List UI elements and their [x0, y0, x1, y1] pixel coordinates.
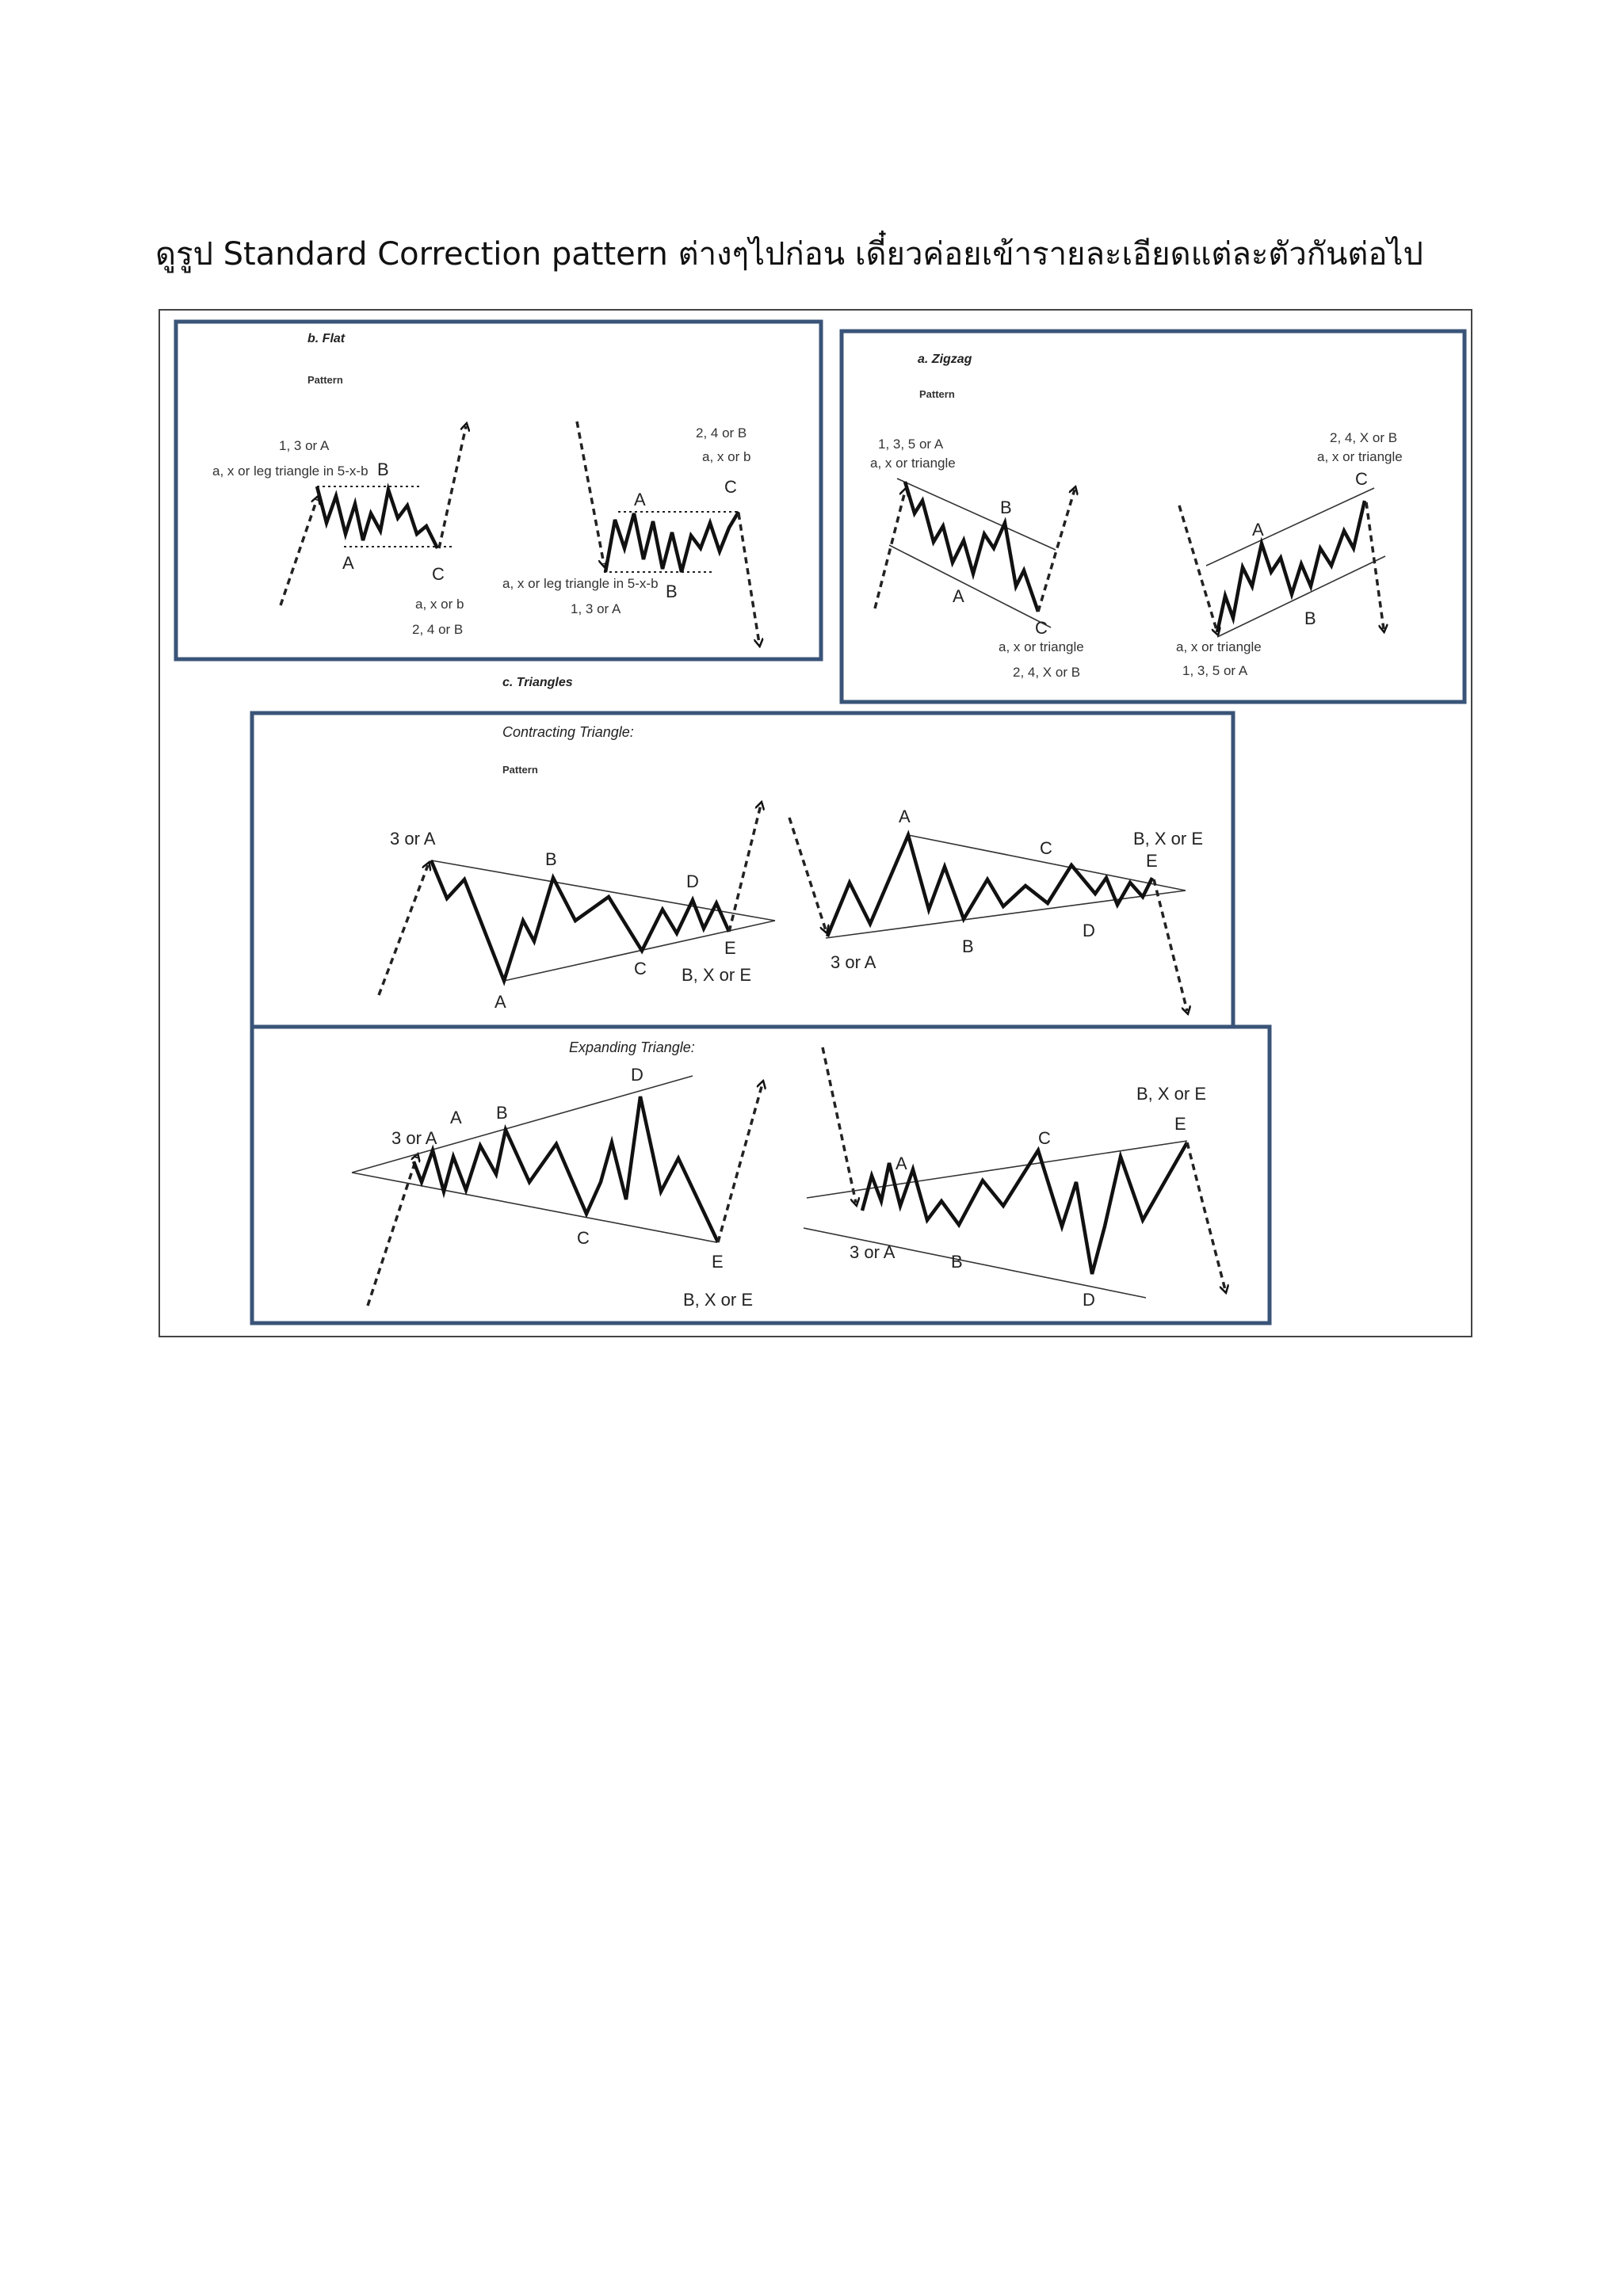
- contracting-left-C: C: [634, 959, 647, 978]
- expanding-right-upper-line: [807, 1141, 1187, 1198]
- flat-right-B: B: [666, 582, 678, 601]
- flat-right-in-arrow: [577, 421, 604, 564]
- contracting-right-end: B, X or E: [1133, 829, 1204, 849]
- zigzag-left-C: C: [1035, 618, 1048, 638]
- contracting-right-A: A: [899, 807, 911, 826]
- expanding-right-in-arrow: [823, 1047, 856, 1203]
- contracting-left-B: B: [545, 849, 557, 869]
- expanding-right-E: E: [1174, 1114, 1186, 1134]
- zigzag-right-top-label-2: a, x or triangle: [1317, 449, 1403, 464]
- expanding-left-A: A: [450, 1108, 462, 1127]
- expanding-right-out-arrow: [1187, 1142, 1225, 1290]
- expanding-title: Expanding Triangle:: [569, 1039, 695, 1055]
- flat-left-bottom-label-2: 2, 4 or B: [412, 622, 464, 637]
- expanding-left-lower-line: [352, 1173, 716, 1242]
- expanding-left-C: C: [577, 1228, 590, 1248]
- zigzag-right-bottom-label-2: 1, 3, 5 or A: [1182, 663, 1248, 678]
- expanding-right-D: D: [1083, 1290, 1095, 1310]
- flat-right-C: C: [724, 477, 737, 497]
- page-heading: ดูรูป Standard Correction pattern ต่างๆไปก่อน เดี๋ยวค่อยเข้ารายละเอียดแต่ละตัวกันต่อไป: [155, 236, 1423, 273]
- flat-left-bottom-label-1: a, x or b: [415, 597, 464, 612]
- zigzag-right-B: B: [1304, 608, 1316, 628]
- zigzag-left-in-arrow: [875, 491, 905, 608]
- correction-patterns-figure: [158, 309, 1472, 1337]
- expanding-right-start: 3 or A: [850, 1242, 896, 1262]
- flat-right-bottom-label-2: 1, 3 or A: [571, 601, 621, 616]
- zigzag-left-out-arrow: [1038, 490, 1075, 612]
- expanding-left-end: B, X or E: [683, 1290, 754, 1310]
- flat-title: b. Flat: [307, 332, 346, 345]
- zigzag-panel-frame: [842, 331, 1465, 702]
- expanding-left-upper-line: [352, 1076, 693, 1173]
- flat-pattern-label: Pattern: [307, 374, 343, 386]
- expanding-left-start: 3 or A: [391, 1128, 437, 1148]
- zigzag-right-out-arrow: [1366, 502, 1384, 629]
- expanding-right-A: A: [896, 1154, 907, 1173]
- expanding-right-B: B: [951, 1252, 963, 1272]
- contracting-left-E: E: [724, 938, 736, 958]
- zigzag-pattern-label: Pattern: [919, 388, 955, 400]
- flat-right-A: A: [634, 490, 646, 509]
- contracting-right-C: C: [1040, 838, 1052, 858]
- expanding-left-D: D: [631, 1065, 643, 1085]
- zigzag-left-top-label-1: 1, 3, 5 or A: [878, 437, 944, 452]
- contracting-right-E: E: [1146, 851, 1158, 871]
- zigzag-right-top-label-1: 2, 4, X or B: [1330, 430, 1398, 445]
- expanding-right-C: C: [1038, 1128, 1051, 1148]
- flat-left-B: B: [377, 460, 389, 479]
- flat-panel: [176, 322, 821, 659]
- contracting-right-D: D: [1083, 921, 1095, 940]
- flat-right-wave: [605, 512, 739, 572]
- contracting-left-out-arrow: [729, 805, 761, 932]
- flat-right-out-arrow: [739, 513, 759, 643]
- zigzag-right-bottom-label-1: a, x or triangle: [1176, 639, 1262, 654]
- contracting-triangle-panel: [252, 713, 1233, 1027]
- expanding-left-B: B: [496, 1103, 508, 1123]
- contracting-right-B: B: [962, 936, 974, 956]
- flat-right-top-label-1: 2, 4 or B: [696, 425, 747, 441]
- zigzag-left-A: A: [953, 586, 964, 606]
- zigzag-right-A: A: [1252, 520, 1264, 540]
- zigzag-left-bottom-label-1: a, x or triangle: [999, 639, 1084, 654]
- contracting-left-start: 3 or A: [390, 829, 436, 849]
- flat-left-top-label-2: a, x or leg triangle in 5-x-b: [212, 463, 369, 479]
- contracting-right-out-arrow: [1154, 879, 1187, 1011]
- contracting-title: Contracting Triangle:: [502, 724, 634, 740]
- contracting-left-A: A: [495, 992, 506, 1012]
- zigzag-left-bottom-label-2: 2, 4, X or B: [1013, 665, 1081, 680]
- contracting-left-end: B, X or E: [682, 965, 752, 985]
- flat-right-bottom-label-1: a, x or leg triangle in 5-x-b: [502, 576, 659, 591]
- flat-left-C: C: [432, 564, 445, 584]
- zigzag-right-top-channel: [1206, 488, 1374, 566]
- flat-left-out-arrow: [439, 426, 466, 548]
- contracting-right-wave: [827, 835, 1152, 936]
- zigzag-right-wave: [1217, 501, 1365, 632]
- zigzag-right-in-arrow: [1179, 505, 1217, 632]
- contracting-left-in-arrow: [379, 865, 428, 995]
- contracting-left-D: D: [686, 871, 699, 891]
- flat-left-top-label-1: 1, 3 or A: [279, 438, 330, 453]
- expanding-left-E: E: [712, 1252, 724, 1272]
- contracting-pattern-label: Pattern: [502, 764, 538, 776]
- triangles-title: c. Triangles: [502, 676, 573, 689]
- contracting-right-in-arrow: [789, 818, 826, 930]
- patterns-diagram: [160, 311, 1471, 1336]
- zigzag-left-top-channel: [897, 479, 1056, 550]
- expanding-right-end: B, X or E: [1136, 1084, 1207, 1104]
- expanding-right-wave: [862, 1142, 1187, 1274]
- flat-left-in-arrow: [281, 499, 317, 605]
- expanding-left-out-arrow: [718, 1084, 762, 1242]
- expanding-triangle-panel: [252, 1027, 1270, 1323]
- zigzag-left-B: B: [1000, 498, 1012, 517]
- zigzag-panel: [842, 331, 1465, 702]
- flat-left-wave: [317, 486, 437, 548]
- zigzag-title: a. Zigzag: [918, 353, 972, 366]
- expanding-left-in-arrow: [368, 1157, 417, 1306]
- flat-right-top-label-2: a, x or b: [702, 449, 751, 464]
- zigzag-left-wave: [905, 482, 1038, 612]
- contracting-left-wave: [431, 860, 729, 981]
- zigzag-left-top-label-2: a, x or triangle: [870, 456, 956, 471]
- contracting-left-upper-line: [431, 860, 775, 921]
- zigzag-right-C: C: [1355, 469, 1368, 489]
- contracting-right-start: 3 or A: [831, 952, 876, 972]
- flat-left-A: A: [342, 553, 354, 573]
